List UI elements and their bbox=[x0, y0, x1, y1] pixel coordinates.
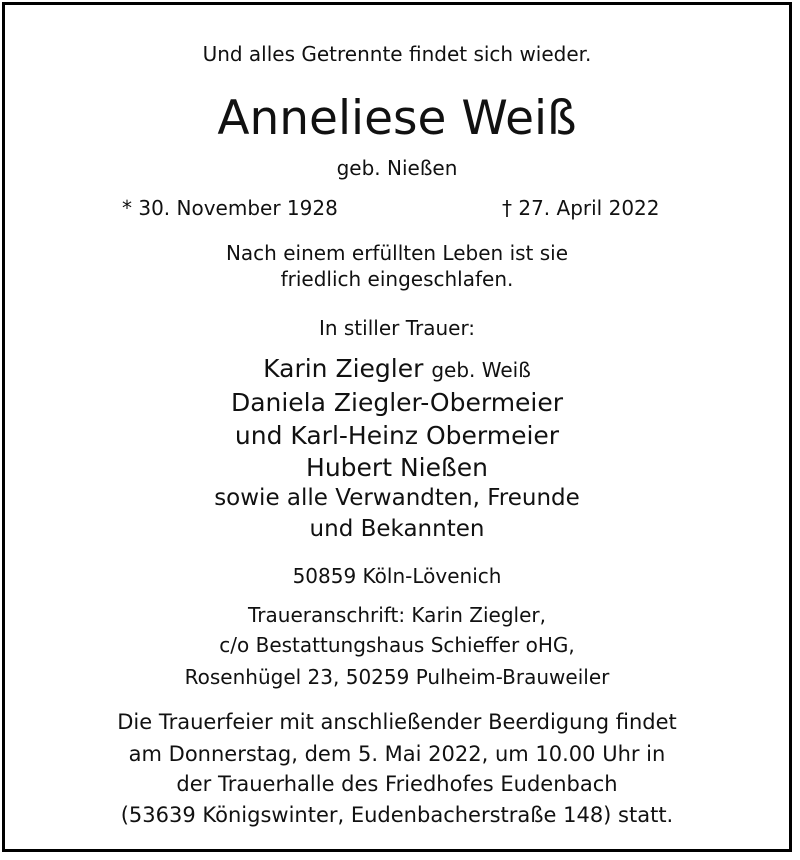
mourner-line-3: und Karl-Heinz Obermeier bbox=[234, 421, 560, 450]
mourning-address-line-1: Traueranschrift: Karin Ziegler, bbox=[248, 603, 546, 627]
deceased-name: Anneliese Weiß bbox=[217, 91, 577, 146]
mourner-karin-name: Karin Ziegler bbox=[263, 354, 424, 383]
funeral-info-line-4: (53639 Königswinter, Eudenbacherstraße 148) statt. bbox=[120, 803, 674, 827]
mourning-address-line-3: Rosenhügel 23, 50259 Pulheim-Brauweiler bbox=[184, 665, 610, 689]
mourner-karin-suffix: geb. Weiß bbox=[431, 358, 531, 382]
grief-heading: In stiller Trauer: bbox=[318, 316, 476, 340]
mourner-line-2: Daniela Ziegler-Obermeier bbox=[230, 388, 564, 417]
birth-name: geb. Nießen bbox=[336, 156, 458, 180]
mourner-karin bbox=[5, 356, 789, 381]
farewell-line-1: Nach einem erfüllten Leben ist sie bbox=[225, 241, 569, 265]
funeral-info-line-3: der Trauerhalle des Friedhofes Eudenbach bbox=[176, 772, 618, 796]
death-date: † 27. April 2022 bbox=[502, 196, 660, 220]
mourner-line-5: sowie alle Verwandten, Freunde bbox=[214, 485, 580, 511]
obituary-notice bbox=[2, 2, 792, 852]
farewell-line-2: friedlich eingeschlafen. bbox=[280, 267, 514, 291]
life-dates bbox=[5, 198, 789, 222]
place-of-residence: 50859 Köln-Lövenich bbox=[292, 564, 502, 588]
birth-date: * 30. November 1928 bbox=[122, 196, 338, 220]
mourner-line-6: und Bekannten bbox=[309, 516, 485, 542]
mourner-line-4: Hubert Nießen bbox=[306, 453, 488, 482]
funeral-info-line-1: Die Trauerfeier mit anschließender Beerdigung findet bbox=[117, 710, 677, 734]
mourning-address-line-2: c/o Bestattungshaus Schieffer oHG, bbox=[219, 633, 575, 657]
motto: Und alles Getrennte findet sich wieder. bbox=[202, 42, 592, 66]
funeral-info-line-2: am Donnerstag, dem 5. Mai 2022, um 10.00 Uhr in bbox=[128, 742, 666, 766]
